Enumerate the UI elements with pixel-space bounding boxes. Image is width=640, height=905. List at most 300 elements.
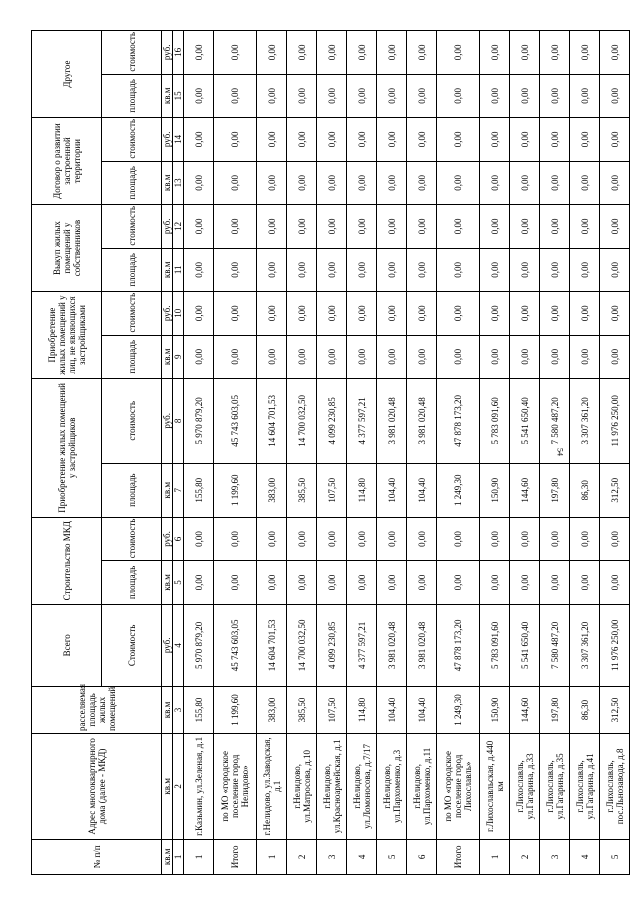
row-non-developers-area: 0,00	[480, 335, 510, 378]
row-address: г.Лихославль, ул.Гагарина, д.41	[570, 733, 600, 839]
row-developers-area: 144,60	[510, 463, 540, 517]
row-buyout-area: 0,00	[407, 248, 437, 291]
column-number-cell: 4	[173, 604, 184, 686]
row-total-cost: 3 307 361,20	[570, 604, 600, 686]
row-territory-cost: 0,00	[407, 118, 437, 161]
row-territory-area: 0,00	[257, 161, 287, 204]
row-territory-cost: 0,00	[214, 118, 257, 161]
column-number-cell: 8	[173, 379, 184, 464]
sub-header-non-developers-cost: стоимость	[102, 292, 162, 335]
header-row-column-numbers	[173, 31, 184, 875]
row-non-developers-area: 0,00	[347, 335, 377, 378]
row-construction-area: 0,00	[257, 561, 287, 604]
row-buyout-area: 0,00	[347, 248, 377, 291]
row-construction-cost: 0,00	[480, 517, 510, 560]
row-territory-cost: 0,00	[317, 118, 347, 161]
row-area-resettled: 383,00	[257, 686, 287, 733]
row-construction-cost: 0,00	[437, 517, 480, 560]
row-territory-cost: 0,00	[600, 118, 630, 161]
resettlement-table	[31, 30, 630, 875]
row-area-resettled: 150,90	[480, 686, 510, 733]
row-construction-area: 0,00	[600, 561, 630, 604]
row-non-developers-cost: 0,00	[570, 292, 600, 335]
row-buyout-cost: 0,00	[407, 205, 437, 249]
unit-cell: руб.	[162, 604, 173, 686]
rotated-sheet	[31, 30, 625, 875]
row-buyout-cost: 0,00	[184, 205, 214, 249]
row-construction-cost: 0,00	[540, 517, 570, 560]
row-other-cost: 0,00	[600, 31, 630, 75]
row-buyout-cost: 0,00	[317, 205, 347, 249]
group-header-purchase-non-developers: Приобретение жилых помещений у лиц, не являющихся застройщиками	[32, 292, 102, 379]
sub-header-developers-area: площадь	[102, 463, 162, 517]
column-number-cell: 10	[173, 292, 184, 335]
row-number: Итого	[437, 839, 480, 874]
row-non-developers-cost: 0,00	[437, 292, 480, 335]
row-address: г.Нелидово, ул.Матросова, д.10	[287, 733, 317, 839]
sub-header-territory-cost: стоимость	[102, 118, 162, 161]
row-area-resettled: 114,80	[347, 686, 377, 733]
row-other-area: 0,00	[570, 74, 600, 117]
row-non-developers-cost: 0,00	[184, 292, 214, 335]
row-non-developers-cost: 0,00	[287, 292, 317, 335]
row-total-cost: 7 580 487,20	[540, 604, 570, 686]
row-territory-area: 0,00	[407, 161, 437, 204]
row-buyout-area: 0,00	[317, 248, 347, 291]
row-developers-area: 114,80	[347, 463, 377, 517]
row-total-cost: 14 700 032,50	[287, 604, 317, 686]
row-territory-area: 0,00	[510, 161, 540, 204]
row-buyout-cost: 0,00	[540, 205, 570, 249]
header-row-units	[162, 31, 173, 875]
row-other-cost: 0,00	[184, 31, 214, 75]
row-other-area: 0,00	[214, 74, 257, 117]
sub-header-territory-area: площадь	[102, 161, 162, 204]
row-territory-cost: 0,00	[510, 118, 540, 161]
row-other-cost: 0,00	[407, 31, 437, 75]
row-territory-area: 0,00	[347, 161, 377, 204]
row-construction-area: 0,00	[437, 561, 480, 604]
row-buyout-area: 0,00	[287, 248, 317, 291]
row-territory-area: 0,00	[437, 161, 480, 204]
row-developers-cost: 14 604 701,53	[257, 379, 287, 464]
row-construction-area: 0,00	[287, 561, 317, 604]
column-number-cell: 13	[173, 161, 184, 204]
row-buyout-cost: 0,00	[257, 205, 287, 249]
row-developers-cost: 11 976 250,00	[600, 379, 630, 464]
row-other-cost: 0,00	[287, 31, 317, 75]
col-header-number: № п/п	[32, 839, 162, 874]
row-non-developers-cost: 0,00	[377, 292, 407, 335]
table-row	[510, 31, 540, 875]
row-non-developers-area: 0,00	[257, 335, 287, 378]
row-area-resettled: 107,50	[317, 686, 347, 733]
row-developers-area: 150,90	[480, 463, 510, 517]
unit-cell: кв.м	[162, 733, 173, 839]
unit-cell: кв.м	[162, 839, 173, 874]
table-row	[540, 31, 570, 875]
row-total-cost: 3 981 020,48	[377, 604, 407, 686]
row-number: 3	[540, 839, 570, 874]
table-row	[347, 31, 377, 875]
row-non-developers-area: 0,00	[287, 335, 317, 378]
row-construction-area: 0,00	[540, 561, 570, 604]
row-developers-cost: 3 981 020,48	[407, 379, 437, 464]
row-territory-cost: 0,00	[287, 118, 317, 161]
row-buyout-area: 0,00	[437, 248, 480, 291]
row-address: г.Казьмин, ул.Зеленая, д.1	[184, 733, 214, 839]
row-other-cost: 0,00	[510, 31, 540, 75]
row-developers-cost: 5 541 650,40	[510, 379, 540, 464]
table-row	[377, 31, 407, 875]
row-buyout-cost: 0,00	[347, 205, 377, 249]
row-buyout-area: 0,00	[480, 248, 510, 291]
sub-header-buyout-cost: стоимость	[102, 205, 162, 249]
row-territory-area: 0,00	[480, 161, 510, 204]
row-developers-cost: 4 099 230,85	[317, 379, 347, 464]
column-number-cell: 6	[173, 517, 184, 560]
row-developers-area: 155,80	[184, 463, 214, 517]
unit-cell: кв.м	[162, 248, 173, 291]
row-construction-area: 0,00	[570, 561, 600, 604]
row-developers-area: 385,50	[287, 463, 317, 517]
row-address: г.Нелидово, ул.Пархоменко, д.3	[377, 733, 407, 839]
sub-header-buyout-area: площадь	[102, 248, 162, 291]
row-buyout-cost: 0,00	[214, 205, 257, 249]
unit-cell: руб.	[162, 517, 173, 560]
row-territory-cost: 0,00	[570, 118, 600, 161]
table-row	[407, 31, 437, 875]
row-construction-area: 0,00	[184, 561, 214, 604]
row-developers-cost: 5 783 091,60	[480, 379, 510, 464]
row-total-cost: 47 878 173,20	[437, 604, 480, 686]
table-row	[600, 31, 630, 875]
row-area-resettled: 1 199,60	[214, 686, 257, 733]
row-non-developers-area: 0,00	[570, 335, 600, 378]
unit-cell: кв.м	[162, 686, 173, 733]
row-construction-cost: 0,00	[377, 517, 407, 560]
row-construction-area: 0,00	[317, 561, 347, 604]
row-territory-area: 0,00	[600, 161, 630, 204]
row-total-cost: 5 783 091,60	[480, 604, 510, 686]
column-number-cell: 16	[173, 31, 184, 75]
row-number: 1	[480, 839, 510, 874]
row-buyout-cost: 0,00	[437, 205, 480, 249]
row-number: 5	[600, 839, 630, 874]
row-number: 4	[347, 839, 377, 874]
row-non-developers-area: 0,00	[540, 335, 570, 378]
row-area-resettled: 312,50	[600, 686, 630, 733]
row-territory-area: 0,00	[317, 161, 347, 204]
row-number: 6	[407, 839, 437, 874]
row-territory-area: 0,00	[570, 161, 600, 204]
row-buyout-cost: 0,00	[570, 205, 600, 249]
sub-header-other-area: площадь	[102, 74, 162, 117]
row-other-cost: 0,00	[347, 31, 377, 75]
row-non-developers-cost: 0,00	[317, 292, 347, 335]
unit-cell: руб.	[162, 31, 173, 75]
row-territory-cost: 0,00	[480, 118, 510, 161]
row-developers-cost: 47 878 173,20	[437, 379, 480, 464]
row-other-area: 0,00	[480, 74, 510, 117]
column-number-cell: 2	[173, 733, 184, 839]
row-number: Итого	[214, 839, 257, 874]
row-other-cost: 0,00	[257, 31, 287, 75]
row-other-area: 0,00	[184, 74, 214, 117]
table-row	[437, 31, 480, 875]
row-construction-area: 0,00	[510, 561, 540, 604]
row-non-developers-area: 0,00	[407, 335, 437, 378]
row-developers-area: 1 199,60	[214, 463, 257, 517]
row-non-developers-cost: 0,00	[480, 292, 510, 335]
row-area-resettled: 86,30	[570, 686, 600, 733]
row-total-cost: 3 981 020,48	[407, 604, 437, 686]
row-developers-cost: 14 700 032,50	[287, 379, 317, 464]
row-other-area: 0,00	[437, 74, 480, 117]
row-construction-cost: 0,00	[570, 517, 600, 560]
row-total-cost: 11 976 250,00	[600, 604, 630, 686]
sub-header-total-cost: Стоимость	[102, 604, 162, 686]
table-row	[287, 31, 317, 875]
unit-cell: кв.м	[162, 335, 173, 378]
rotated-table-wrapper	[31, 30, 625, 875]
row-territory-area: 0,00	[214, 161, 257, 204]
row-non-developers-area: 0,00	[184, 335, 214, 378]
unit-cell: руб.	[162, 292, 173, 335]
unit-cell: кв.м	[162, 463, 173, 517]
unit-cell: кв.м	[162, 561, 173, 604]
row-address: г.Нелидово, ул.Пархоменко, д.11	[407, 733, 437, 839]
group-header-construction: Строительство МКД	[32, 517, 102, 604]
row-construction-cost: 0,00	[510, 517, 540, 560]
sub-header-other-cost: стоимость	[102, 31, 162, 75]
row-number: 3	[317, 839, 347, 874]
row-developers-cost: 45 743 603,05	[214, 379, 257, 464]
row-construction-area: 0,00	[377, 561, 407, 604]
column-number-cell: 5	[173, 561, 184, 604]
row-non-developers-area: 0,00	[214, 335, 257, 378]
row-developers-area: 1 249,30	[437, 463, 480, 517]
row-number: 1	[184, 839, 214, 874]
row-number: 4	[570, 839, 600, 874]
col-header-address: Адрес многоквартирного дома (далее - МКД)	[32, 733, 162, 839]
row-other-cost: 0,00	[377, 31, 407, 75]
row-buyout-cost: 0,00	[377, 205, 407, 249]
row-construction-cost: 0,00	[347, 517, 377, 560]
column-number-cell: 14	[173, 118, 184, 161]
row-developers-area: 107,50	[317, 463, 347, 517]
row-territory-cost: 0,00	[540, 118, 570, 161]
row-number: 2	[287, 839, 317, 874]
sub-header-developers-cost: стоимость	[102, 379, 162, 464]
row-developers-cost: 7 580 487,20	[540, 379, 570, 464]
row-total-cost: 4 377 597,21	[347, 604, 377, 686]
row-developers-cost: 4 377 597,21	[347, 379, 377, 464]
group-header-other: Другое	[32, 31, 102, 118]
row-other-area: 0,00	[377, 74, 407, 117]
row-non-developers-cost: 0,00	[347, 292, 377, 335]
row-address: г.Нелидово, ул.Ломоносова, д.7/17	[347, 733, 377, 839]
unit-cell: кв.м	[162, 161, 173, 204]
column-number-cell: 1	[173, 839, 184, 874]
row-non-developers-cost: 0,00	[214, 292, 257, 335]
row-territory-cost: 0,00	[184, 118, 214, 161]
row-number: 1	[257, 839, 287, 874]
unit-cell: руб.	[162, 118, 173, 161]
row-construction-cost: 0,00	[317, 517, 347, 560]
row-buyout-area: 0,00	[184, 248, 214, 291]
table-row	[184, 31, 214, 875]
row-non-developers-area: 0,00	[437, 335, 480, 378]
row-construction-cost: 0,00	[407, 517, 437, 560]
row-developers-cost: 3 981 020,48	[377, 379, 407, 464]
row-developers-area: 104,40	[377, 463, 407, 517]
unit-cell: руб.	[162, 205, 173, 249]
row-area-resettled: 385,50	[287, 686, 317, 733]
row-total-cost: 5 970 879,20	[184, 604, 214, 686]
row-other-area: 0,00	[540, 74, 570, 117]
row-non-developers-cost: 0,00	[257, 292, 287, 335]
table-row	[480, 31, 510, 875]
row-other-area: 0,00	[407, 74, 437, 117]
row-buyout-area: 0,00	[600, 248, 630, 291]
row-area-resettled: 155,80	[184, 686, 214, 733]
group-header-total: Всего	[32, 604, 102, 686]
row-construction-area: 0,00	[347, 561, 377, 604]
col-header-area-resettled: расселяемая площадь жилых помещений	[32, 686, 162, 733]
row-other-cost: 0,00	[540, 31, 570, 75]
row-non-developers-cost: 0,00	[407, 292, 437, 335]
table-head	[32, 31, 184, 875]
column-number-cell: 12	[173, 205, 184, 249]
sub-header-construction-area: площадь	[102, 561, 162, 604]
row-number: 5	[377, 839, 407, 874]
column-number-cell: 3	[173, 686, 184, 733]
row-territory-cost: 0,00	[377, 118, 407, 161]
row-territory-area: 0,00	[540, 161, 570, 204]
row-buyout-cost: 0,00	[600, 205, 630, 249]
row-address: г.Нелидово, ул.Красноармейская, д.1	[317, 733, 347, 839]
row-address: по МО «городское поселение город Лихославль»	[437, 733, 480, 839]
table-row	[317, 31, 347, 875]
row-developers-area: 104,40	[407, 463, 437, 517]
row-developers-area: 383,00	[257, 463, 287, 517]
row-buyout-area: 0,00	[257, 248, 287, 291]
row-territory-area: 0,00	[184, 161, 214, 204]
row-territory-area: 0,00	[287, 161, 317, 204]
group-header-purchase-developers: Приобретение жилых помещений у застройщиков	[32, 379, 102, 518]
row-non-developers-cost: 0,00	[510, 292, 540, 335]
row-territory-cost: 0,00	[347, 118, 377, 161]
row-address: г.Лихославльская, д.440 км	[480, 733, 510, 839]
row-buyout-area: 0,00	[214, 248, 257, 291]
row-number: 2	[510, 839, 540, 874]
row-non-developers-area: 0,00	[377, 335, 407, 378]
row-other-area: 0,00	[347, 74, 377, 117]
row-developers-cost: 5 970 879,20	[184, 379, 214, 464]
table-body	[184, 31, 630, 875]
row-developers-cost: 3 307 361,20	[570, 379, 600, 464]
row-address: г.Лихославль, ул.Гагарина, д.33	[510, 733, 540, 839]
row-developers-area: 312,50	[600, 463, 630, 517]
row-buyout-area: 0,00	[377, 248, 407, 291]
row-address: г.Нелидово, ул.Заводская, д.1	[257, 733, 287, 839]
column-number-cell: 11	[173, 248, 184, 291]
unit-cell: руб.	[162, 379, 173, 464]
row-other-area: 0,00	[317, 74, 347, 117]
row-address: по МО «городское поселение город Нелидово»	[214, 733, 257, 839]
table-row	[214, 31, 257, 875]
group-header-territory-agreement: Договор о развитии застроенной территории	[32, 118, 102, 205]
column-number-cell: 7	[173, 463, 184, 517]
row-construction-cost: 0,00	[600, 517, 630, 560]
row-buyout-cost: 0,00	[287, 205, 317, 249]
row-developers-area: 197,80	[540, 463, 570, 517]
row-non-developers-cost: 0,00	[540, 292, 570, 335]
row-total-cost: 14 604 701,53	[257, 604, 287, 686]
row-construction-cost: 0,00	[287, 517, 317, 560]
row-developers-area: 86,30	[570, 463, 600, 517]
row-territory-cost: 0,00	[257, 118, 287, 161]
row-buyout-area: 0,00	[540, 248, 570, 291]
column-number-cell: 15	[173, 74, 184, 117]
row-other-area: 0,00	[510, 74, 540, 117]
row-buyout-cost: 0,00	[480, 205, 510, 249]
row-total-cost: 4 099 230,85	[317, 604, 347, 686]
header-row-groups	[32, 31, 102, 875]
row-other-area: 0,00	[257, 74, 287, 117]
sub-header-construction-cost: стоимость	[102, 517, 162, 560]
row-area-resettled: 104,40	[407, 686, 437, 733]
row-other-cost: 0,00	[214, 31, 257, 75]
row-total-cost: 5 541 650,40	[510, 604, 540, 686]
row-total-cost: 45 743 603,05	[214, 604, 257, 686]
row-other-cost: 0,00	[317, 31, 347, 75]
row-address: г.Лихославль, ул.Гагарина, д.35	[540, 733, 570, 839]
row-other-area: 0,00	[600, 74, 630, 117]
row-non-developers-cost: 0,00	[600, 292, 630, 335]
row-construction-area: 0,00	[480, 561, 510, 604]
row-non-developers-area: 0,00	[510, 335, 540, 378]
row-other-cost: 0,00	[437, 31, 480, 75]
row-construction-cost: 0,00	[214, 517, 257, 560]
table-row	[570, 31, 600, 875]
row-other-cost: 0,00	[480, 31, 510, 75]
page-number: 54	[555, 448, 565, 456]
row-other-cost: 0,00	[570, 31, 600, 75]
table-row	[257, 31, 287, 875]
column-number-cell: 9	[173, 335, 184, 378]
row-territory-cost: 0,00	[437, 118, 480, 161]
row-area-resettled: 104,40	[377, 686, 407, 733]
row-buyout-area: 0,00	[510, 248, 540, 291]
row-address: г.Лихославль, пос.Льнозавода, д.8	[600, 733, 630, 839]
row-non-developers-area: 0,00	[317, 335, 347, 378]
unit-cell: кв.м	[162, 74, 173, 117]
group-header-buyout: Выкуп жилых помещений у собственников	[32, 205, 102, 292]
row-construction-cost: 0,00	[257, 517, 287, 560]
row-construction-area: 0,00	[407, 561, 437, 604]
row-area-resettled: 1 249,30	[437, 686, 480, 733]
row-territory-area: 0,00	[377, 161, 407, 204]
row-area-resettled: 144,60	[510, 686, 540, 733]
row-other-area: 0,00	[287, 74, 317, 117]
row-non-developers-area: 0,00	[600, 335, 630, 378]
row-construction-cost: 0,00	[184, 517, 214, 560]
row-buyout-cost: 0,00	[510, 205, 540, 249]
row-buyout-area: 0,00	[570, 248, 600, 291]
row-area-resettled: 197,80	[540, 686, 570, 733]
